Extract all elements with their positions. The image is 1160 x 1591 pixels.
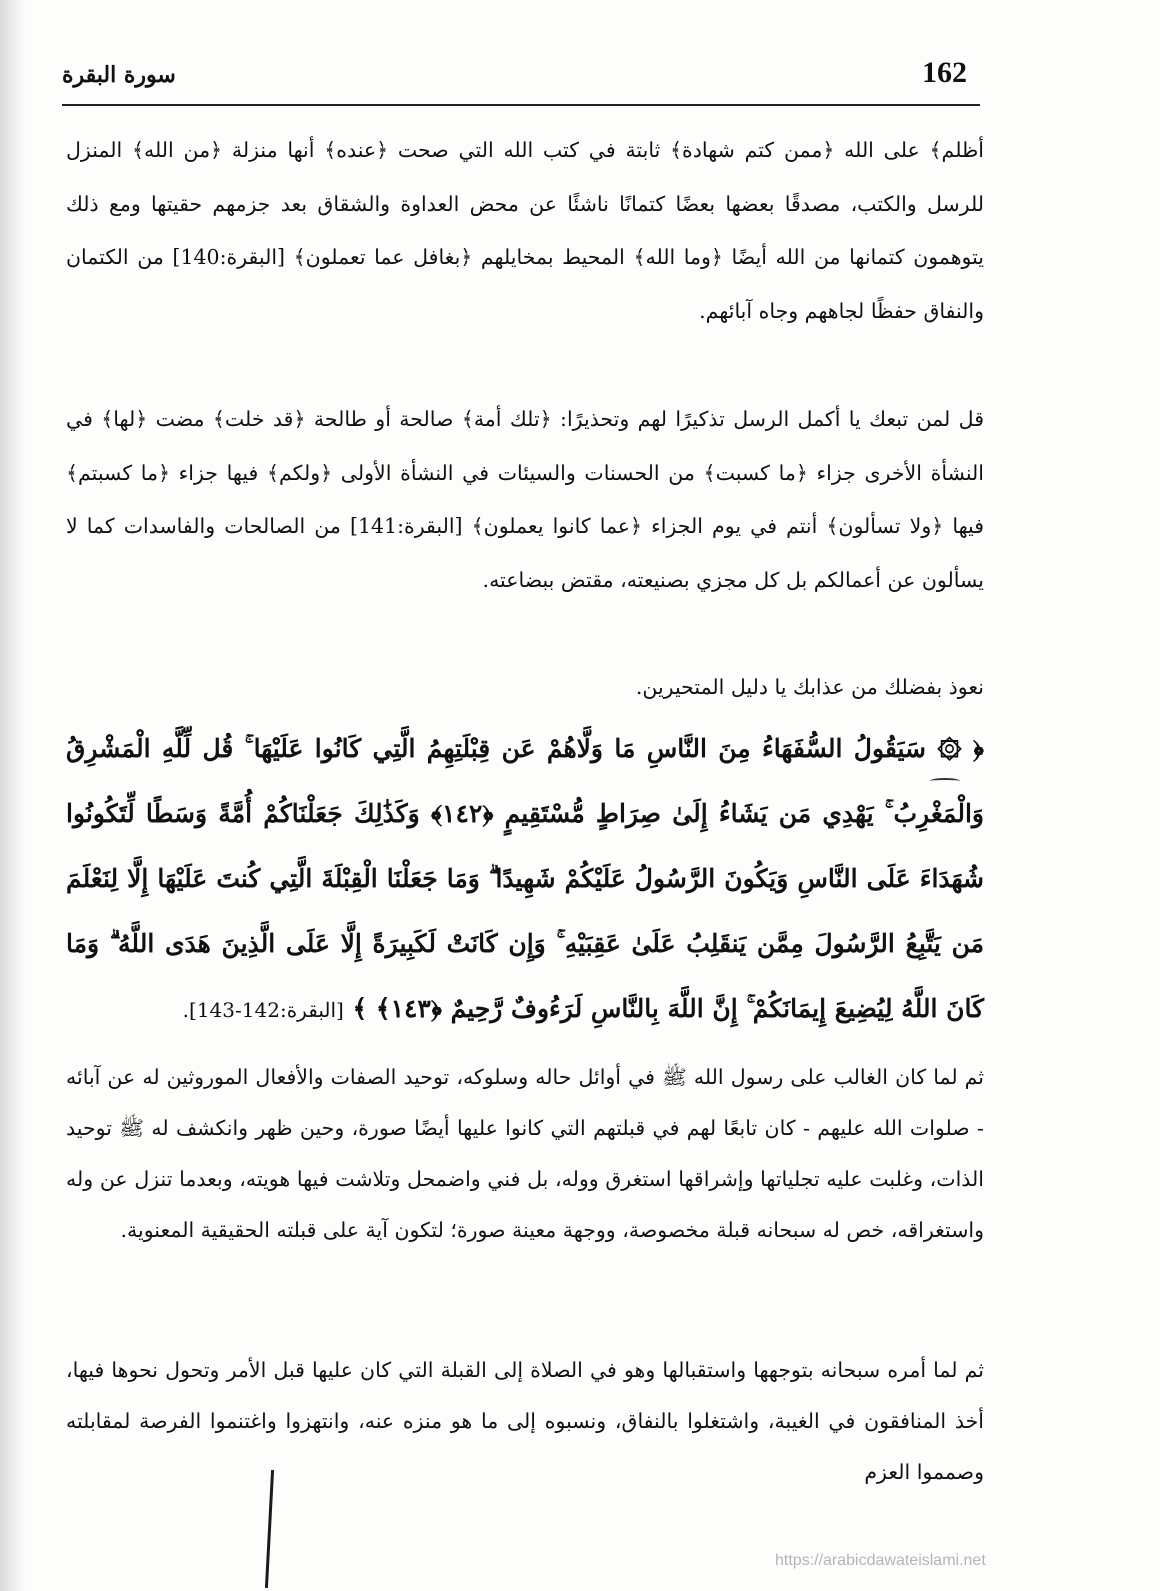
paragraph-tafsir-140: أظلم﴾ على الله ﴿ممن كتم شهادة﴾ ثابتة في كتب الله التي صحت ﴿عنده﴾ أنها منزلة ﴿من الله﴾ المنزل للرسل والكتب، مصدقًا بعضها بعضًا كتمانًا ناشئًا عن محض العداوة والشقاق بعد جزمهم حقيتها ومع ذلك يتوهمون كتمانها من الله أيضًا ﴿وما الله﴾ المحيط بمخايلهم ﴿بغافل عما تعملون﴾ [البقرة:140] من الكتمان والنفاق حفظًا لجاههم وجاه آبائهم. <box>66 138 985 323</box>
page-header <box>62 52 978 104</box>
source-watermark: https://arabicdawateislami.net <box>775 1552 986 1569</box>
page-number: 162 <box>922 56 967 89</box>
scan-shadow-edge <box>0 0 26 1591</box>
paragraph-qibla-change: ثم لما أمره سبحانه بتوجهها واستقبالها وهو في الصلاة إلى القبلة التي كان عليها قبل الأمر وتحول نحوها فيها، أخذ المنافقون في الغيبة، واشتغلوا بالنفاق، ونسبوه إلى ما هو منزه عنه، وانتهزوا واغتنموا الفرصة لمقابلته وصمموا العزم <box>66 1358 984 1484</box>
header-divider <box>62 104 980 106</box>
quran-verse-text: ﴿ ۞ سَيَقُولُ السُّفَهَاءُ مِنَ النَّاسِ مَا وَلَّاهُمْ عَن قِبْلَتِهِمُ الَّتِي كَانُوا عَلَيْهَا ۚ قُل لِّلَّهِ الْمَشْرِقُ وَالْمَغْرِبُ ۚ يَهْدِي مَن يَشَاءُ إِلَىٰ صِرَاطٍ مُّسْتَقِيمٍ ﴿١٤٢﴾ وَكَذَٰلِكَ جَعَلْنَاكُمْ أُمَّةً وَسَطًا لِّتَكُونُوا شُهَدَاءَ عَلَى النَّاسِ وَيَكُونَ الرَّسُولُ عَلَيْكُمْ شَهِيدًا ۗ وَمَا جَعَلْنَا الْقِبْلَةَ الَّتِي كُنتَ عَلَيْهَا إِلَّا لِنَعْلَمَ مَن يَتَّبِعُ الرَّسُولَ مِمَّن يَنقَلِبُ عَلَىٰ عَقِبَيْهِ ۚ وَإِن كَانَتْ لَكَبِيرَةً إِلَّا عَلَى الَّذِينَ هَدَى اللَّهُ ۗ وَمَا كَانَ اللَّهُ لِيُضِيعَ إِيمَانَكُمْ ۚ إِنَّ اللَّهَ بِالنَّاسِ لَرَءُوفٌ رَّحِيمٌ ﴿١٤٣﴾ ﴾ <box>66 734 984 1023</box>
paragraph-qibla-explanation: ثم لما كان الغالب على رسول الله ﷺ في أوائل حاله وسلوكه، توحيد الصفات والأفعال الموروثين له عن آبائه - صلوات الله عليهم - كان تابعًا لهم في قبلتهم التي كانوا عليها أيضًا صورة، وحين ظهر وانكشف له ﷺ توحيد الذات، وغلبت عليه تجلياتها وإشراقها استغرق ووله، بل فني واضمحل وتلاشت فيها هويته، وبعدما تنزل عن وله واستغراقه، خص له سبحانه قبلة مخصوصة، ووجهة معينة صورة؛ لتكون آية على قبلته الحقيقية المعنوية. <box>66 1065 984 1242</box>
paragraph-tafsir-141: قل لمن تبعك يا أكمل الرسل تذكيرًا لهم وتحذيرًا: ﴿تلك أمة﴾ صالحة أو طالحة ﴿قد خلت﴾ مضت ﴿لها﴾ في النشأة الأخرى جزاء ﴿ما كسبت﴾ من الحسنات والسيئات في النشأة الأولى ﴿ولكم﴾ فيها جزاء ﴿ما كسبتم﴾ فيها ﴿ولا تسألون﴾ أنتم في يوم الجزاء ﴿عما كانوا يعملون﴾ [البقرة:141] من الصالحات والفاسدات كما لا يسألون عن أعمالكم بل كل مجزي بصنيعته، مقتض ببضاعته. <box>66 407 984 592</box>
surah-title: سورة البقرة <box>62 62 176 88</box>
quran-verses-142-143 <box>66 716 984 1043</box>
margin-pen-mark <box>930 778 960 784</box>
quran-reference: [البقرة:142-143]. <box>182 998 344 1022</box>
paragraph-supplication: نعوذ بفضلك من عذابك يا دليل المتحيرين. <box>635 675 984 699</box>
